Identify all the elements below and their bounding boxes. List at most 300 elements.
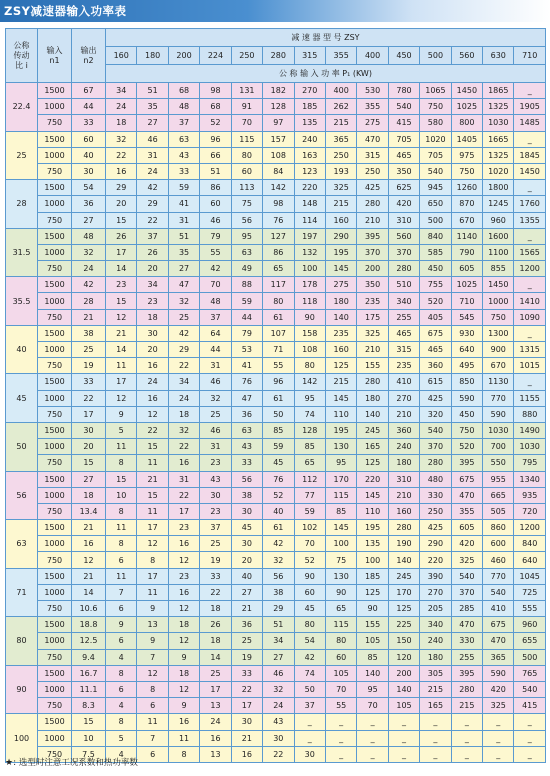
power-cell: 12 xyxy=(106,390,137,406)
power-cell: 860 xyxy=(483,520,514,536)
size-header-cell: 160 xyxy=(106,47,137,65)
power-cell: 11 xyxy=(137,455,168,471)
power-cell: 1325 xyxy=(483,147,514,163)
table-row xyxy=(6,131,546,147)
input-speed-cell: 1500 xyxy=(38,374,72,390)
power-cell: 123 xyxy=(294,163,325,179)
power-cell: 1020 xyxy=(483,163,514,179)
power-cell: 24 xyxy=(137,374,168,390)
power-cell: _ xyxy=(451,714,482,730)
power-cell: 1200 xyxy=(514,261,545,277)
power-cell: 17 xyxy=(106,374,137,390)
power-cell: 47 xyxy=(231,390,262,406)
power-cell: 4 xyxy=(106,649,137,665)
power-cell: 110 xyxy=(357,503,388,519)
power-cell: 325 xyxy=(357,325,388,341)
output-speed-cell: 25 xyxy=(72,342,106,358)
power-cell: 37 xyxy=(168,115,199,131)
power-cell: 670 xyxy=(483,358,514,374)
power-cell: 255 xyxy=(451,649,482,665)
power-cell: 235 xyxy=(388,358,419,374)
power-cell: 640 xyxy=(451,342,482,358)
power-cell: 32 xyxy=(200,390,231,406)
table-row xyxy=(6,601,546,617)
power-cell: 52 xyxy=(200,115,231,131)
power-cell: 140 xyxy=(325,309,356,325)
power-cell: 550 xyxy=(483,455,514,471)
power-cell: 140 xyxy=(357,665,388,681)
power-cell: _ xyxy=(514,374,545,390)
power-cell: 14 xyxy=(200,649,231,665)
power-cell: 310 xyxy=(388,471,419,487)
power-cell: _ xyxy=(357,746,388,762)
input-speed-cell: 1000 xyxy=(38,244,72,260)
power-cell: 25 xyxy=(200,536,231,552)
ratio-cell: 45 xyxy=(6,374,38,423)
power-cell: 55 xyxy=(325,698,356,714)
power-cell: 79 xyxy=(200,228,231,244)
power-cell: 41 xyxy=(231,358,262,374)
power-cell: 315 xyxy=(388,342,419,358)
output-speed-cell: 21 xyxy=(72,568,106,584)
table-row xyxy=(6,83,546,99)
power-cell: 350 xyxy=(388,163,419,179)
table-row xyxy=(6,228,546,244)
power-cell: 1020 xyxy=(420,131,451,147)
power-cell: 1025 xyxy=(451,277,482,293)
power-cell: 51 xyxy=(168,228,199,244)
power-cell: 46 xyxy=(200,422,231,438)
table-row xyxy=(6,439,546,455)
power-cell: 8 xyxy=(168,746,199,762)
power-cell: 500 xyxy=(514,649,545,665)
power-cell: 59 xyxy=(263,439,294,455)
power-cell: 1340 xyxy=(514,471,545,487)
output-speed-cell: 16.7 xyxy=(72,665,106,681)
power-cell: 23 xyxy=(168,568,199,584)
power-cell: 700 xyxy=(483,439,514,455)
power-cell: 130 xyxy=(325,439,356,455)
size-header-cell: 710 xyxy=(514,47,545,65)
power-cell: 13 xyxy=(200,746,231,762)
power-cell: 290 xyxy=(420,536,451,552)
power-cell: 540 xyxy=(388,99,419,115)
power-cell: 32 xyxy=(168,293,199,309)
power-cell: 79 xyxy=(231,325,262,341)
power-cell: 24 xyxy=(200,714,231,730)
power-cell: 12 xyxy=(168,601,199,617)
power-cell: 900 xyxy=(483,342,514,358)
power-cell: 107 xyxy=(263,325,294,341)
power-cell: 70 xyxy=(325,681,356,697)
power-cell: 17 xyxy=(200,681,231,697)
table-row xyxy=(6,503,546,519)
power-cell: 44 xyxy=(231,309,262,325)
power-cell: 100 xyxy=(357,552,388,568)
power-cell: 200 xyxy=(388,665,419,681)
power-cell: 1410 xyxy=(514,293,545,309)
power-cell: 495 xyxy=(451,358,482,374)
power-cell: 165 xyxy=(420,698,451,714)
power-cell: 225 xyxy=(388,617,419,633)
power-cell: 118 xyxy=(294,293,325,309)
title-bar xyxy=(0,0,550,22)
power-cell: 270 xyxy=(420,584,451,600)
power-cell: 178 xyxy=(294,277,325,293)
power-cell: 85 xyxy=(325,503,356,519)
power-cell: 605 xyxy=(451,520,482,536)
table-row xyxy=(6,358,546,374)
power-cell: 114 xyxy=(294,212,325,228)
power-cell: 540 xyxy=(420,163,451,179)
power-cell: 665 xyxy=(483,487,514,503)
power-cell: 23 xyxy=(106,277,137,293)
power-cell: 155 xyxy=(357,358,388,374)
power-cell: _ xyxy=(514,83,545,99)
power-cell: 63 xyxy=(168,131,199,147)
power-cell: _ xyxy=(420,730,451,746)
input-speed-cell: 1000 xyxy=(38,536,72,552)
power-cell: 64 xyxy=(200,325,231,341)
power-cell: 29 xyxy=(168,342,199,358)
power-cell: 80 xyxy=(294,358,325,374)
power-cell: 42 xyxy=(294,649,325,665)
ratio-cell: 22.4 xyxy=(6,83,38,132)
power-cell: 96 xyxy=(200,131,231,147)
power-cell: 370 xyxy=(451,584,482,600)
power-cell: 14 xyxy=(106,261,137,277)
power-cell: 540 xyxy=(420,422,451,438)
power-cell: 47 xyxy=(168,277,199,293)
table-body xyxy=(6,83,546,763)
input-speed-cell: 1500 xyxy=(38,617,72,633)
power-cell: 255 xyxy=(388,309,419,325)
power-cell: 91 xyxy=(231,99,262,115)
power-cell: 4 xyxy=(106,746,137,762)
power-cell: 45 xyxy=(294,601,325,617)
power-cell: 170 xyxy=(388,584,419,600)
power-cell: 142 xyxy=(263,180,294,196)
power-cell: 160 xyxy=(388,503,419,519)
power-cell: 9 xyxy=(137,633,168,649)
input-speed-cell: 750 xyxy=(38,406,72,422)
table-row xyxy=(6,374,546,390)
power-cell: 131 xyxy=(231,83,262,99)
table-row xyxy=(6,633,546,649)
power-cell: 31 xyxy=(200,439,231,455)
ratio-cell: 35.5 xyxy=(6,277,38,326)
power-cell: 70 xyxy=(200,277,231,293)
output-speed-cell: 60 xyxy=(72,131,106,147)
power-cell: 100 xyxy=(325,536,356,552)
power-cell: 650 xyxy=(420,196,451,212)
table-row xyxy=(6,293,546,309)
power-cell: 70 xyxy=(231,115,262,131)
power-cell: 68 xyxy=(168,83,199,99)
input-speed-cell: 750 xyxy=(38,309,72,325)
power-cell: 61 xyxy=(263,309,294,325)
table-row xyxy=(6,520,546,536)
power-cell: 16 xyxy=(168,714,199,730)
power-cell: 148 xyxy=(294,196,325,212)
power-cell: 145 xyxy=(325,390,356,406)
size-header-cell: 224 xyxy=(200,47,231,65)
power-cell: _ xyxy=(514,746,545,762)
power-cell: 160 xyxy=(325,212,356,228)
power-cell: 65 xyxy=(263,261,294,277)
power-cell: 108 xyxy=(294,342,325,358)
power-cell: 11 xyxy=(106,568,137,584)
power-cell: 46 xyxy=(137,131,168,147)
power-cell: 48 xyxy=(200,293,231,309)
power-cell: 22 xyxy=(231,681,262,697)
power-cell: 43 xyxy=(200,471,231,487)
power-cell: 560 xyxy=(388,228,419,244)
power-cell: 615 xyxy=(420,374,451,390)
power-cell: 325 xyxy=(451,552,482,568)
power-cell: 34 xyxy=(106,83,137,99)
power-cell: _ xyxy=(420,746,451,762)
power-cell: 43 xyxy=(168,147,199,163)
power-cell: 15 xyxy=(137,487,168,503)
power-cell: 465 xyxy=(420,342,451,358)
power-cell: 6 xyxy=(106,681,137,697)
power-cell: 18 xyxy=(200,601,231,617)
power-cell: 285 xyxy=(451,601,482,617)
output-speed-cell: 40 xyxy=(72,147,106,163)
power-cell: 370 xyxy=(388,244,419,260)
output-speed-cell: 10 xyxy=(72,730,106,746)
power-cell: 370 xyxy=(420,439,451,455)
table-row xyxy=(6,277,546,293)
power-cell: 85 xyxy=(357,649,388,665)
power-cell: 105 xyxy=(357,633,388,649)
power-cell: 95 xyxy=(325,455,356,471)
power-cell: 24 xyxy=(106,99,137,115)
power-cell: 1140 xyxy=(451,228,482,244)
input-speed-cell: 750 xyxy=(38,455,72,471)
table-row xyxy=(6,147,546,163)
power-cell: 98 xyxy=(263,196,294,212)
power-cell: 750 xyxy=(451,422,482,438)
power-cell: 25 xyxy=(231,633,262,649)
power-cell: 8 xyxy=(137,552,168,568)
power-cell: 1665 xyxy=(483,131,514,147)
output-speed-cell: 15 xyxy=(72,714,106,730)
power-cell: 21 xyxy=(231,601,262,617)
power-cell: 11 xyxy=(168,730,199,746)
power-cell: 19 xyxy=(231,649,262,665)
ratio-cell: 100 xyxy=(6,714,38,763)
power-cell: 520 xyxy=(420,293,451,309)
output-speed-cell: 27 xyxy=(72,212,106,228)
power-cell: 182 xyxy=(263,83,294,99)
power-cell: 465 xyxy=(388,147,419,163)
power-cell: 44 xyxy=(200,342,231,358)
power-cell: 155 xyxy=(357,617,388,633)
input-speed-cell: 750 xyxy=(38,552,72,568)
power-cell: 935 xyxy=(514,487,545,503)
power-cell: 63 xyxy=(231,244,262,260)
power-cell: 145 xyxy=(325,261,356,277)
power-cell: 135 xyxy=(294,115,325,131)
power-cell: 35 xyxy=(137,99,168,115)
power-cell: 18 xyxy=(200,633,231,649)
size-header-cell: 200 xyxy=(168,47,199,65)
power-cell: 390 xyxy=(420,568,451,584)
power-cell: 30 xyxy=(231,503,262,519)
power-cell: 855 xyxy=(483,261,514,277)
power-cell: 9 xyxy=(106,617,137,633)
power-cell: 1260 xyxy=(451,180,482,196)
power-cell: 325 xyxy=(325,180,356,196)
power-cell: 15 xyxy=(137,439,168,455)
power-cell: _ xyxy=(483,746,514,762)
input-speed-cell: 1000 xyxy=(38,584,72,600)
output-speed-cell: 18.8 xyxy=(72,617,106,633)
power-cell: 280 xyxy=(388,261,419,277)
table-row xyxy=(6,665,546,681)
power-cell: 17 xyxy=(231,698,262,714)
power-cell: 280 xyxy=(388,520,419,536)
power-cell: 355 xyxy=(357,99,388,115)
power-cell: _ xyxy=(294,730,325,746)
power-cell: _ xyxy=(451,730,482,746)
power-cell: 140 xyxy=(388,681,419,697)
power-cell: 405 xyxy=(420,309,451,325)
power-cell: _ xyxy=(325,730,356,746)
power-cell: 35 xyxy=(168,244,199,260)
table-row xyxy=(6,212,546,228)
input-speed-cell: 1500 xyxy=(38,83,72,99)
power-cell: 90 xyxy=(325,584,356,600)
power-cell: 36 xyxy=(231,406,262,422)
power-cell: 400 xyxy=(325,83,356,99)
power-cell: 128 xyxy=(263,99,294,115)
output-speed-cell: 16 xyxy=(72,536,106,552)
power-cell: 770 xyxy=(483,568,514,584)
power-cell: _ xyxy=(514,131,545,147)
power-cell: 240 xyxy=(420,633,451,649)
power-cell: 26 xyxy=(106,228,137,244)
power-cell: 140 xyxy=(357,406,388,422)
power-cell: 540 xyxy=(451,568,482,584)
output-speed-cell: 18 xyxy=(72,487,106,503)
power-cell: 1405 xyxy=(451,131,482,147)
power-cell: 9 xyxy=(137,601,168,617)
input-speed-header: 输入 n1 xyxy=(38,29,72,83)
power-cell: 180 xyxy=(357,390,388,406)
input-speed-cell: 1500 xyxy=(38,714,72,730)
power-cell: 880 xyxy=(514,406,545,422)
ratio-cell: 90 xyxy=(6,665,38,714)
power-cell: 4 xyxy=(106,698,137,714)
power-cell: 960 xyxy=(483,212,514,228)
power-cell: 102 xyxy=(294,520,325,536)
power-cell: 21 xyxy=(106,325,137,341)
power-cell: 56 xyxy=(231,212,262,228)
power-cell: 790 xyxy=(451,244,482,260)
power-cell: 210 xyxy=(388,406,419,422)
power-cell: 1450 xyxy=(483,277,514,293)
power-cell: 85 xyxy=(294,439,325,455)
power-cell: 10 xyxy=(106,487,137,503)
power-cell: 210 xyxy=(357,342,388,358)
input-speed-cell: 1000 xyxy=(38,633,72,649)
power-cell: 465 xyxy=(388,325,419,341)
power-cell: 415 xyxy=(514,698,545,714)
power-cell: 1450 xyxy=(451,83,482,99)
input-speed-cell: 1500 xyxy=(38,471,72,487)
power-cell: 670 xyxy=(451,212,482,228)
power-cell: 15 xyxy=(106,212,137,228)
power-cell: 90 xyxy=(294,309,325,325)
power-cell: 60 xyxy=(325,649,356,665)
power-cell: 360 xyxy=(420,358,451,374)
power-cell: 6 xyxy=(106,601,137,617)
power-cell: 240 xyxy=(388,439,419,455)
power-cell: _ xyxy=(514,277,545,293)
power-cell: 40 xyxy=(231,568,262,584)
power-cell: 270 xyxy=(388,390,419,406)
footnote xyxy=(5,756,138,768)
power-cell: 20 xyxy=(137,342,168,358)
power-cell: 52 xyxy=(294,552,325,568)
power-cell: 795 xyxy=(514,455,545,471)
power-cell: 25 xyxy=(200,665,231,681)
ratio-header: 公称 传动 比 i xyxy=(6,29,38,83)
power-cell: 18 xyxy=(168,665,199,681)
ratio-cell: 56 xyxy=(6,471,38,520)
power-cell: 460 xyxy=(483,552,514,568)
output-speed-cell: 24 xyxy=(72,261,106,277)
output-speed-cell: 9.4 xyxy=(72,649,106,665)
power-cell: 5 xyxy=(106,422,137,438)
power-cell: 32 xyxy=(263,552,294,568)
power-cell: 675 xyxy=(451,471,482,487)
power-cell: 480 xyxy=(420,471,451,487)
power-cell: _ xyxy=(514,180,545,196)
power-cell: 725 xyxy=(514,584,545,600)
power-cell: 18 xyxy=(137,309,168,325)
input-speed-cell: 750 xyxy=(38,601,72,617)
power-cell: 750 xyxy=(420,99,451,115)
power-cell: 210 xyxy=(388,487,419,503)
power-cell: _ xyxy=(388,714,419,730)
power-cell: 530 xyxy=(357,83,388,99)
power-cell: 56 xyxy=(231,471,262,487)
power-cell: 125 xyxy=(357,584,388,600)
input-speed-cell: 1000 xyxy=(38,730,72,746)
power-cell: 125 xyxy=(388,601,419,617)
power-cell: 15 xyxy=(106,471,137,487)
power-cell: 105 xyxy=(325,665,356,681)
power-cell: 1090 xyxy=(514,309,545,325)
power-cell: 355 xyxy=(451,503,482,519)
input-speed-cell: 1500 xyxy=(38,520,72,536)
power-cell: 365 xyxy=(325,131,356,147)
page-title: ZSY减速器输入功率表 xyxy=(4,4,127,18)
power-cell: 330 xyxy=(451,633,482,649)
power-cell: 193 xyxy=(325,163,356,179)
power-cell: 60 xyxy=(294,584,325,600)
power-cell: 110 xyxy=(325,406,356,422)
power-cell: 1025 xyxy=(451,99,482,115)
power-cell: 215 xyxy=(325,115,356,131)
power-cell: 240 xyxy=(294,131,325,147)
power-cell: 65 xyxy=(294,455,325,471)
power-cell: 19 xyxy=(200,552,231,568)
